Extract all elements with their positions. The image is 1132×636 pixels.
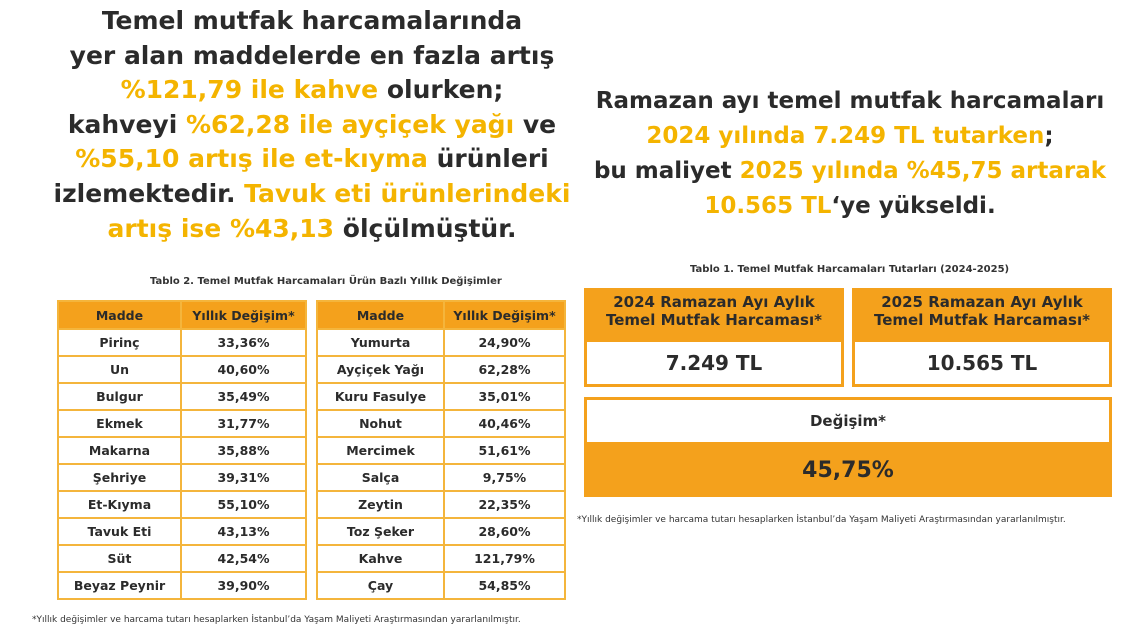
item-name: Toz Şeker <box>317 518 444 545</box>
item-name: Beyaz Peynir <box>58 572 181 599</box>
item-change: 43,13% <box>181 518 306 545</box>
table-row <box>317 572 565 599</box>
right-footnote: *Yıllık değişimler ve harcama tutarı hesaplarken İstanbul’da Yaşam Maliyeti Araştırmasından yararlanılmıştır. <box>577 515 1066 525</box>
headline-line-2: yer alan maddelerde en fazla artış <box>69 40 555 70</box>
headline-text: ; <box>1044 123 1054 149</box>
item-change: 22,35% <box>444 491 565 518</box>
table-row <box>58 518 306 545</box>
column-header-madde: Madde <box>58 301 181 329</box>
table2-caption: Tablo 2. Temel Mutfak Harcamaları Ürün Bazlı Yıllık Değişimler <box>150 276 502 287</box>
item-name: Kahve <box>317 545 444 572</box>
headline-line-3 <box>8 73 616 108</box>
table-row <box>58 545 306 572</box>
table-row <box>58 383 306 410</box>
column-header-yillik-degisim: Yıllık Değişim* <box>181 301 306 329</box>
item-change: 35,01% <box>444 383 565 410</box>
right-headline <box>560 84 1132 224</box>
column-header-yillik-degisim: Yıllık Değişim* <box>444 301 565 329</box>
item-change: 24,90% <box>444 329 565 356</box>
highlight-et-kiyma: %55,10 artış ile et-kıyma <box>75 144 428 174</box>
item-name: Yumurta <box>317 329 444 356</box>
product-table-right-body <box>317 329 565 599</box>
highlight-aycicek: %62,28 ile ayçiçek yağı <box>186 109 515 139</box>
highlight-2024: 2024 yılında 7.249 TL tutarken <box>646 123 1045 149</box>
table-row <box>317 410 565 437</box>
change-box <box>584 397 1112 497</box>
item-name: Tavuk Eti <box>58 518 181 545</box>
headline-text: olurken; <box>378 75 504 105</box>
right-headline-line-4 <box>560 189 1132 224</box>
item-change: 121,79% <box>444 545 565 572</box>
item-change: 51,61% <box>444 437 565 464</box>
headline-text: ‘ye yükseldi. <box>831 193 996 219</box>
item-name: Un <box>58 356 181 383</box>
column-header-madde: Madde <box>317 301 444 329</box>
change-value: 45,75% <box>802 458 894 483</box>
left-headline <box>8 4 616 246</box>
expense-2024-value: 7.249 TL <box>587 342 841 384</box>
headline-text: bu maliyet <box>593 158 740 184</box>
item-name: Ayçiçek Yağı <box>317 356 444 383</box>
expense-2025-label-line: Temel Mutfak Harcaması* <box>874 311 1090 329</box>
table-row <box>58 491 306 518</box>
headline-text: ölçülmüştür. <box>334 213 517 243</box>
highlight-10565: 10.565 TL <box>704 193 832 219</box>
right-headline-line-3 <box>560 154 1132 189</box>
headline-line-1: Temel mutfak harcamalarında <box>101 6 523 35</box>
item-name: Et-Kıyma <box>58 491 181 518</box>
headline-line-7 <box>8 212 616 247</box>
item-name: Çay <box>317 572 444 599</box>
table-row <box>58 572 306 599</box>
table-row <box>317 491 565 518</box>
item-change: 40,46% <box>444 410 565 437</box>
expense-2025-label <box>852 288 1112 329</box>
table-row <box>317 383 565 410</box>
item-name: Bulgur <box>58 383 181 410</box>
headline-line-4 <box>8 108 616 143</box>
table-row <box>58 356 306 383</box>
table-row <box>317 545 565 572</box>
table1-caption: Tablo 1. Temel Mutfak Harcamaları Tutarları (2024-2025) <box>690 264 1010 275</box>
table-row <box>58 329 306 356</box>
table-row <box>317 437 565 464</box>
item-change: 33,36% <box>181 329 306 356</box>
table-row <box>317 518 565 545</box>
item-change: 62,28% <box>444 356 565 383</box>
left-footnote: *Yıllık değişimler ve harcama tutarı hesaplarken İstanbul’da Yaşam Maliyeti Araştırmasından yararlanılmıştır. <box>32 615 521 625</box>
item-change: 54,85% <box>444 572 565 599</box>
headline-line-5 <box>8 142 616 177</box>
headline-text: kahveyi <box>67 109 186 139</box>
expense-2024-label-line: 2024 Ramazan Ayı Aylık <box>613 293 815 311</box>
expense-2025-box <box>852 288 1112 387</box>
item-change: 31,77% <box>181 410 306 437</box>
expense-2024-label-line: Temel Mutfak Harcaması* <box>606 311 822 329</box>
headline-text: ürünleri <box>427 144 549 174</box>
item-change: 42,54% <box>181 545 306 572</box>
item-name: Ekmek <box>58 410 181 437</box>
item-change: 35,49% <box>181 383 306 410</box>
table-row <box>58 410 306 437</box>
highlight-2025: 2025 yılında %45,75 artarak <box>739 158 1107 184</box>
product-table-left-body <box>58 329 306 599</box>
item-change: 28,60% <box>444 518 565 545</box>
expense-2024-box <box>584 288 844 387</box>
table-row <box>317 464 565 491</box>
table-row <box>317 356 565 383</box>
headline-line-6 <box>8 177 616 212</box>
expense-2025-label-line: 2025 Ramazan Ayı Aylık <box>881 293 1083 311</box>
change-label: Değişim* <box>587 400 1109 442</box>
right-headline-line-1: Ramazan ayı temel mutfak harcamaları <box>595 88 1105 114</box>
item-name: Nohut <box>317 410 444 437</box>
item-name: Pirinç <box>58 329 181 356</box>
right-headline-line-2 <box>560 119 1132 154</box>
table-row <box>58 437 306 464</box>
expense-2024-label <box>584 288 844 329</box>
headline-text: ve <box>514 109 557 139</box>
item-change: 39,31% <box>181 464 306 491</box>
item-change: 39,90% <box>181 572 306 599</box>
item-change: 55,10% <box>181 491 306 518</box>
item-name: Kuru Fasulye <box>317 383 444 410</box>
item-change: 40,60% <box>181 356 306 383</box>
item-name: Mercimek <box>317 437 444 464</box>
table-row <box>317 329 565 356</box>
item-name: Şehriye <box>58 464 181 491</box>
product-table-right <box>316 300 566 600</box>
highlight-tavuk: Tavuk eti ürünlerindeki <box>244 178 571 208</box>
headline-text: izlemektedir. <box>53 178 245 208</box>
item-name: Salça <box>317 464 444 491</box>
item-change: 9,75% <box>444 464 565 491</box>
item-name: Süt <box>58 545 181 572</box>
item-name: Makarna <box>58 437 181 464</box>
highlight-tavuk-artis: artış ise %43,13 <box>107 213 335 243</box>
product-table-left <box>57 300 307 600</box>
item-change: 35,88% <box>181 437 306 464</box>
expense-2025-value: 10.565 TL <box>855 342 1109 384</box>
item-name: Zeytin <box>317 491 444 518</box>
table-row <box>58 464 306 491</box>
highlight-kahve: %121,79 ile kahve <box>120 75 379 105</box>
